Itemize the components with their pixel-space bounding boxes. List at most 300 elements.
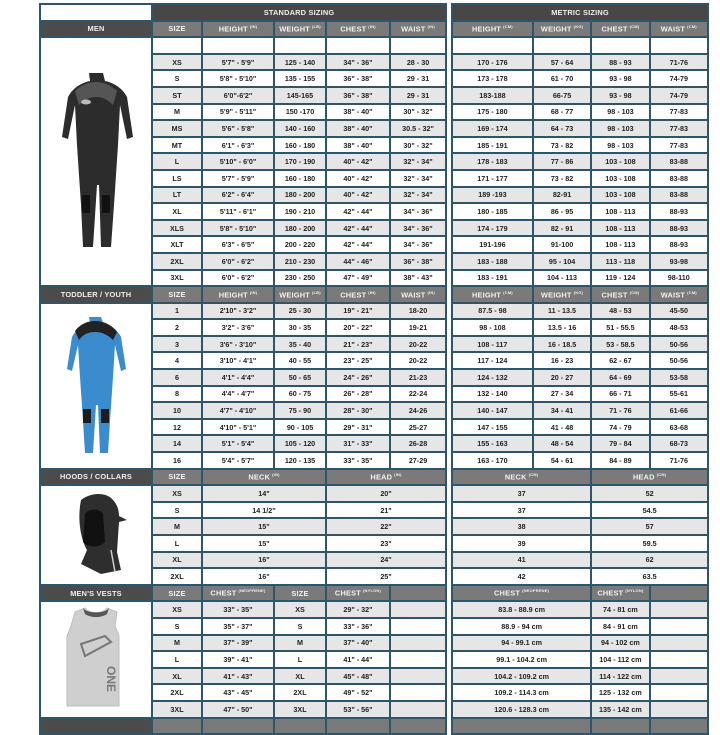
cell-m_height: 98 - 108 — [452, 319, 533, 336]
cell-m_waist: 83-88 — [650, 170, 708, 187]
footer-cell — [390, 718, 446, 735]
unit-label: (NYLON) — [625, 588, 644, 594]
cell-waist: 26-28 — [390, 435, 446, 452]
cell-weight: 135 - 155 — [274, 70, 326, 87]
vests-product-image — [40, 601, 152, 717]
cell-weight: 60 - 75 — [274, 386, 326, 403]
cell-m_chest: 66 - 71 — [591, 386, 649, 403]
cell-waist: 32" - 34" — [390, 187, 446, 204]
metric-sizing-panel — [451, 3, 709, 735]
cell-m_head: 52 — [591, 485, 708, 502]
cell-size: 4 — [152, 352, 202, 369]
cell-m_waist: 55-61 — [650, 386, 708, 403]
header-label: HEIGHT — [472, 290, 502, 300]
cell-weight: 50 - 65 — [274, 369, 326, 386]
cell-m_waist: 50-56 — [650, 352, 708, 369]
cell-neck: 15" — [202, 518, 326, 535]
column-header-weight — [274, 21, 326, 38]
cell-size_b: L — [274, 651, 326, 668]
unit-label: (CM) — [656, 472, 667, 478]
cell-size: LT — [152, 187, 202, 204]
cell-height: 6'1" - 6'3" — [202, 137, 274, 154]
cell-size: XS — [152, 54, 202, 71]
cell-m_waist: 88-93 — [650, 203, 708, 220]
table-row — [452, 518, 708, 535]
cell-chest: 29" - 31" — [326, 419, 390, 436]
header-label: WEIGHT — [279, 290, 310, 300]
cell-size_a: XS — [152, 601, 202, 618]
column-header-waist — [390, 286, 446, 303]
cell-size: XL — [152, 203, 202, 220]
cell-chest_a: 33" - 35" — [202, 601, 274, 618]
cell-m_chest: 93 - 98 — [591, 87, 649, 104]
cell-m_chest: 103 - 108 — [591, 153, 649, 170]
column-header-size — [274, 585, 326, 602]
unit-label: (NEOPRENE) — [522, 588, 550, 594]
cell-m_chest: 93 - 98 — [591, 70, 649, 87]
unit-label: (LB) — [311, 289, 321, 295]
cell-m_waist: 74-79 — [650, 70, 708, 87]
cell-m_waist: 88-93 — [650, 236, 708, 253]
table-row — [452, 236, 708, 253]
column-header-neck — [202, 469, 326, 486]
cell-m_weight: 64 - 73 — [533, 120, 591, 137]
cell-m_waist: 71-76 — [650, 452, 708, 469]
cell-chest: 38" - 40" — [326, 137, 390, 154]
cell-size_b: XL — [274, 668, 326, 685]
table-row — [452, 535, 708, 552]
header-label: CHEST — [494, 588, 521, 598]
cell-chest: 19" - 21" — [326, 303, 390, 320]
table-row — [452, 618, 708, 635]
cell-size: ST — [152, 87, 202, 104]
blank-cell — [452, 37, 533, 54]
cell-height: 5'7" - 5'9" — [202, 54, 274, 71]
cell-chest: 36" - 38" — [326, 70, 390, 87]
header-label: CHEST — [210, 588, 237, 598]
blank-cell — [152, 37, 202, 54]
table-row — [452, 87, 708, 104]
metric-column-header-neck — [452, 469, 591, 486]
column-header-chest — [202, 585, 274, 602]
cell-chest: 40" - 42" — [326, 153, 390, 170]
cell-m_height: 173 - 178 — [452, 70, 533, 87]
table-row — [452, 502, 708, 519]
cell-waist: 20-22 — [390, 352, 446, 369]
cell-chest: 28" - 30" — [326, 402, 390, 419]
cell-chest: 31" - 33" — [326, 435, 390, 452]
hoods-metric-header-row — [452, 469, 708, 486]
cell-m_weight: 82-91 — [533, 187, 591, 204]
header-label: CHEST — [334, 588, 361, 598]
cell-m_waist: 61-66 — [650, 402, 708, 419]
table-row — [452, 153, 708, 170]
cell-height: 5'7" - 5'9" — [202, 170, 274, 187]
table-row — [452, 568, 708, 585]
column-header-size — [152, 469, 202, 486]
youth-header-row — [40, 286, 446, 303]
header-label: HEIGHT — [472, 24, 502, 34]
unit-label: (CM) — [687, 24, 697, 30]
cell-waist: 30" - 32" — [390, 104, 446, 121]
cell-m_weight: 86 - 95 — [533, 203, 591, 220]
column-header-waist — [390, 21, 446, 38]
table-row — [452, 635, 708, 652]
table-row — [452, 170, 708, 187]
cell-m_waist: 93-98 — [650, 253, 708, 270]
cell-waist: 21-23 — [390, 369, 446, 386]
table-row — [452, 485, 708, 502]
cell-waist: 29 - 31 — [390, 70, 446, 87]
cell-size: 16 — [152, 452, 202, 469]
cell-waist: 27-29 — [390, 452, 446, 469]
cell-m_weight: 27 - 34 — [533, 386, 591, 403]
cell-m_height: 132 - 140 — [452, 386, 533, 403]
cell-waist: 34" - 36" — [390, 236, 446, 253]
cell-height: 4'7" - 4'10" — [202, 402, 274, 419]
unit-label: (KG) — [573, 289, 584, 295]
cell-m_weight: 73 - 82 — [533, 137, 591, 154]
corner-blank — [40, 4, 152, 21]
cell-m_waist: 74-79 — [650, 87, 708, 104]
unit-label: (CM) — [687, 289, 697, 295]
cell-m_chest: 64 - 69 — [591, 369, 649, 386]
table-row — [452, 270, 708, 287]
cell-blank — [650, 668, 708, 685]
cell-height: 6'2" - 6'4" — [202, 187, 274, 204]
cell-m_weight: 13.5 - 16 — [533, 319, 591, 336]
cell-m_chest: 79 - 84 — [591, 435, 649, 452]
youth-product-image — [40, 303, 152, 469]
cell-weight: 150 -170 — [274, 104, 326, 121]
cell-blank — [390, 684, 446, 701]
unit-label: (CM) — [528, 472, 539, 478]
cell-size: XS — [152, 485, 202, 502]
cell-waist: 19-21 — [390, 319, 446, 336]
column-header-weight — [274, 286, 326, 303]
table-row — [452, 386, 708, 403]
cell-m_neck: 37 — [452, 502, 591, 519]
header-label: HEIGHT — [218, 24, 248, 34]
cell-size_b: 2XL — [274, 684, 326, 701]
cell-size_a: 3XL — [152, 701, 202, 718]
cell-m_chest: 108 - 113 — [591, 220, 649, 237]
cell-size_b: S — [274, 618, 326, 635]
cell-weight: 140 - 160 — [274, 120, 326, 137]
cell-height: 6'3" - 6'5" — [202, 236, 274, 253]
cell-m_height: 117 - 124 — [452, 352, 533, 369]
cell-height: 5'11" - 6'1" — [202, 203, 274, 220]
cell-m_waist: 63-68 — [650, 419, 708, 436]
cell-m_chest: 84 - 89 — [591, 452, 649, 469]
cell-m_chest: 88 - 93 — [591, 54, 649, 71]
metric-column-header-chest — [591, 21, 649, 38]
cell-m_neck: 42 — [452, 568, 591, 585]
cell-height: 5'8" - 5'10" — [202, 70, 274, 87]
cell-size: 2XL — [152, 568, 202, 585]
cell-blank — [390, 701, 446, 718]
cell-m_weight: 41 - 48 — [533, 419, 591, 436]
cell-m_chest_b: 104 - 112 cm — [591, 651, 649, 668]
cell-size_b: XS — [274, 601, 326, 618]
cell-neck: 14" — [202, 485, 326, 502]
cell-m_height: 169 - 174 — [452, 120, 533, 137]
table-row — [452, 253, 708, 270]
cell-m_waist: 88-93 — [650, 220, 708, 237]
cell-height: 6'0" - 6'2" — [202, 253, 274, 270]
unit-label: (IN) — [249, 24, 258, 30]
metric-sizing-title: METRIC SIZING — [452, 4, 708, 21]
vests-metric-header-row — [452, 585, 708, 602]
cell-m_height: 170 - 176 — [452, 54, 533, 71]
cell-size: 2XL — [152, 253, 202, 270]
size-chart — [39, 3, 709, 718]
cell-height: 5'9" - 5'11" — [202, 104, 274, 121]
cell-height: 5'6" - 5'8" — [202, 120, 274, 137]
cell-m_height: 171 - 177 — [452, 170, 533, 187]
unit-label: (CM) — [503, 24, 513, 30]
cell-waist: 34" - 36" — [390, 203, 446, 220]
table-row — [452, 369, 708, 386]
cell-head: 25" — [326, 568, 446, 585]
cell-m_weight: 66-75 — [533, 87, 591, 104]
unit-label: (CM) — [629, 289, 640, 295]
column-header-blank — [390, 585, 446, 602]
cell-waist: 30" - 32" — [390, 137, 446, 154]
cell-chest_a: 47" - 50" — [202, 701, 274, 718]
men-product-image — [40, 37, 152, 286]
header-label: WEIGHT — [540, 290, 572, 300]
header-label: SIZE — [291, 588, 309, 598]
cell-head: 22" — [326, 518, 446, 535]
footer-cell — [202, 718, 274, 735]
cell-m_weight: 11 - 13.5 — [533, 303, 591, 320]
cell-size: 2 — [152, 319, 202, 336]
cell-m_height: 147 - 155 — [452, 419, 533, 436]
table-row — [452, 303, 708, 320]
cell-m_height: 87.5 - 98 — [452, 303, 533, 320]
table-row — [452, 452, 708, 469]
cell-m_waist: 71-76 — [650, 54, 708, 71]
cell-chest: 21" - 23" — [326, 336, 390, 353]
blank-cell — [650, 37, 708, 54]
cell-m_head: 62 — [591, 552, 708, 569]
cell-m_weight: 34 - 41 — [533, 402, 591, 419]
cell-size: 6 — [152, 369, 202, 386]
cell-waist: 24-26 — [390, 402, 446, 419]
cell-m_chest_a: 109.2 - 114.3 cm — [452, 684, 591, 701]
cell-m_height: 124 - 132 — [452, 369, 533, 386]
cell-m_chest: 113 - 118 — [591, 253, 649, 270]
cell-m_head: 54.5 — [591, 502, 708, 519]
cell-chest: 44" - 46" — [326, 253, 390, 270]
cell-size: 10 — [152, 402, 202, 419]
cell-chest_b: 41" - 44" — [326, 651, 390, 668]
header-label: NECK — [248, 472, 271, 482]
youth-blue-wetsuit-icon — [41, 304, 151, 468]
cell-m_chest: 74 - 79 — [591, 419, 649, 436]
cell-m_height: 185 - 191 — [452, 137, 533, 154]
cell-head: 23" — [326, 535, 446, 552]
cell-m_chest_b: 135 - 142 cm — [591, 701, 649, 718]
cell-waist: 30.5 - 32" — [390, 120, 446, 137]
footer-bar — [40, 718, 446, 735]
cell-waist: 25-27 — [390, 419, 446, 436]
cell-chest: 42" - 44" — [326, 236, 390, 253]
blank-cell — [591, 37, 649, 54]
cell-height: 3'2" - 3'6" — [202, 319, 274, 336]
cell-weight: 105 - 120 — [274, 435, 326, 452]
header-label: SIZE — [168, 588, 186, 598]
footer-cell — [452, 718, 591, 735]
column-header-height — [202, 286, 274, 303]
cell-m_height: 163 - 170 — [452, 452, 533, 469]
cell-m_waist: 48-53 — [650, 319, 708, 336]
cell-m_height: 183-188 — [452, 87, 533, 104]
hoods-product-image — [40, 485, 152, 585]
cell-weight: 180 - 200 — [274, 220, 326, 237]
cell-m_height: 140 - 147 — [452, 402, 533, 419]
column-header-size — [152, 286, 202, 303]
header-label: CHEST — [597, 588, 624, 598]
cell-m_weight: 61 - 70 — [533, 70, 591, 87]
cell-blank — [390, 601, 446, 618]
cell-size: 3XL — [152, 270, 202, 287]
cell-chest: 26" - 28" — [326, 386, 390, 403]
metric-column-header-height — [452, 286, 533, 303]
cell-blank — [650, 601, 708, 618]
header-label: CHEST — [601, 290, 628, 300]
cell-m_height: 155 - 163 — [452, 435, 533, 452]
cell-height: 2'10" - 3'2" — [202, 303, 274, 320]
cell-m_height: 183 - 191 — [452, 270, 533, 287]
table-row — [452, 319, 708, 336]
cell-m_weight: 16 - 23 — [533, 352, 591, 369]
cell-size: L — [152, 535, 202, 552]
cell-m_neck: 38 — [452, 518, 591, 535]
metric-column-header-chest — [591, 286, 649, 303]
cell-m_chest: 62 - 67 — [591, 352, 649, 369]
cell-m_weight: 77 - 86 — [533, 153, 591, 170]
cell-m_weight: 16 - 18.5 — [533, 336, 591, 353]
cell-m_chest: 108 - 113 — [591, 203, 649, 220]
unit-label: (IN) — [368, 24, 376, 30]
youth-metric-header-row — [452, 286, 708, 303]
cell-m_head: 63.5 — [591, 568, 708, 585]
cell-size_a: XL — [152, 668, 202, 685]
cell-m_chest_a: 120.6 - 128.3 cm — [452, 701, 591, 718]
cell-m_neck: 41 — [452, 552, 591, 569]
cell-waist: 32" - 34" — [390, 153, 446, 170]
cell-blank — [650, 684, 708, 701]
cell-head: 21" — [326, 502, 446, 519]
cell-waist: 28 - 30 — [390, 54, 446, 71]
table-row — [40, 303, 446, 320]
cell-chest: 38" - 40" — [326, 104, 390, 121]
cell-m_waist: 53-58 — [650, 369, 708, 386]
header-label: WEIGHT — [540, 24, 572, 34]
cell-m_chest_b: 74 - 81 cm — [591, 601, 649, 618]
cell-size: 1 — [152, 303, 202, 320]
unit-label: (CM) — [629, 24, 640, 30]
cell-weight: 160 - 180 — [274, 170, 326, 187]
cell-m_chest_a: 104.2 - 109.2 cm — [452, 668, 591, 685]
cell-blank — [390, 668, 446, 685]
cell-chest: 23" - 25" — [326, 352, 390, 369]
unit-label: (IN) — [272, 472, 280, 478]
cell-m_chest: 103 - 108 — [591, 187, 649, 204]
table-row — [452, 701, 708, 718]
table-row — [40, 485, 446, 502]
cell-blank — [650, 635, 708, 652]
cell-m_chest_b: 84 - 91 cm — [591, 618, 649, 635]
cell-chest: 20" - 22" — [326, 319, 390, 336]
unit-label: (IN) — [427, 289, 435, 295]
header-label: WAIST — [660, 290, 686, 300]
unit-label: (IN) — [368, 289, 376, 295]
cell-chest: 42" - 44" — [326, 203, 390, 220]
cell-m_height: 180 - 185 — [452, 203, 533, 220]
vests-header-row — [40, 585, 446, 602]
cell-m_height: 108 - 117 — [452, 336, 533, 353]
unit-label: (IN) — [427, 24, 435, 30]
hoods-header-row — [40, 469, 446, 486]
cell-height: 4'10" - 5'1" — [202, 419, 274, 436]
cell-chest_a: 43" - 45" — [202, 684, 274, 701]
cell-size: 3 — [152, 336, 202, 353]
cell-blank — [390, 651, 446, 668]
cell-waist: 29 - 31 — [390, 87, 446, 104]
standard-sizing-title: STANDARD SIZING — [152, 4, 446, 21]
cell-m_weight: 57 - 64 — [533, 54, 591, 71]
cell-m_waist: 98-110 — [650, 270, 708, 287]
cell-m_waist: 50-56 — [650, 336, 708, 353]
cell-size: 12 — [152, 419, 202, 436]
cell-m_chest: 103 - 108 — [591, 170, 649, 187]
table-row — [452, 651, 708, 668]
header-label: HEAD — [370, 472, 393, 482]
cell-chest: 33" - 35" — [326, 452, 390, 469]
standard-sizing-panel — [39, 3, 445, 735]
header-label: WEIGHT — [279, 24, 310, 34]
cell-blank — [650, 618, 708, 635]
cell-blank — [390, 618, 446, 635]
cell-chest_a: 37" - 39" — [202, 635, 274, 652]
cell-size_a: 2XL — [152, 684, 202, 701]
metric-column-header-blank — [650, 585, 708, 602]
men-header-row — [40, 21, 446, 38]
cell-m_height: 175 - 180 — [452, 104, 533, 121]
cell-chest: 24" - 26" — [326, 369, 390, 386]
cell-size: 8 — [152, 386, 202, 403]
unit-label: (LB) — [311, 24, 321, 30]
header-label: NECK — [504, 472, 527, 482]
cell-m_chest: 108 - 113 — [591, 236, 649, 253]
table-row — [452, 203, 708, 220]
cell-size: MT — [152, 137, 202, 154]
cell-weight: 75 - 90 — [274, 402, 326, 419]
cell-neck: 16" — [202, 552, 326, 569]
unit-label: (IN) — [394, 472, 402, 478]
footer-cell — [650, 718, 708, 735]
cell-m_weight: 95 - 104 — [533, 253, 591, 270]
men-metric-header-row — [452, 21, 708, 38]
cell-chest_b: 37" - 40" — [326, 635, 390, 652]
cell-chest: 40" - 42" — [326, 170, 390, 187]
table-row — [452, 220, 708, 237]
cell-m_weight: 68 - 77 — [533, 104, 591, 121]
cell-chest_a: 39" - 41" — [202, 651, 274, 668]
